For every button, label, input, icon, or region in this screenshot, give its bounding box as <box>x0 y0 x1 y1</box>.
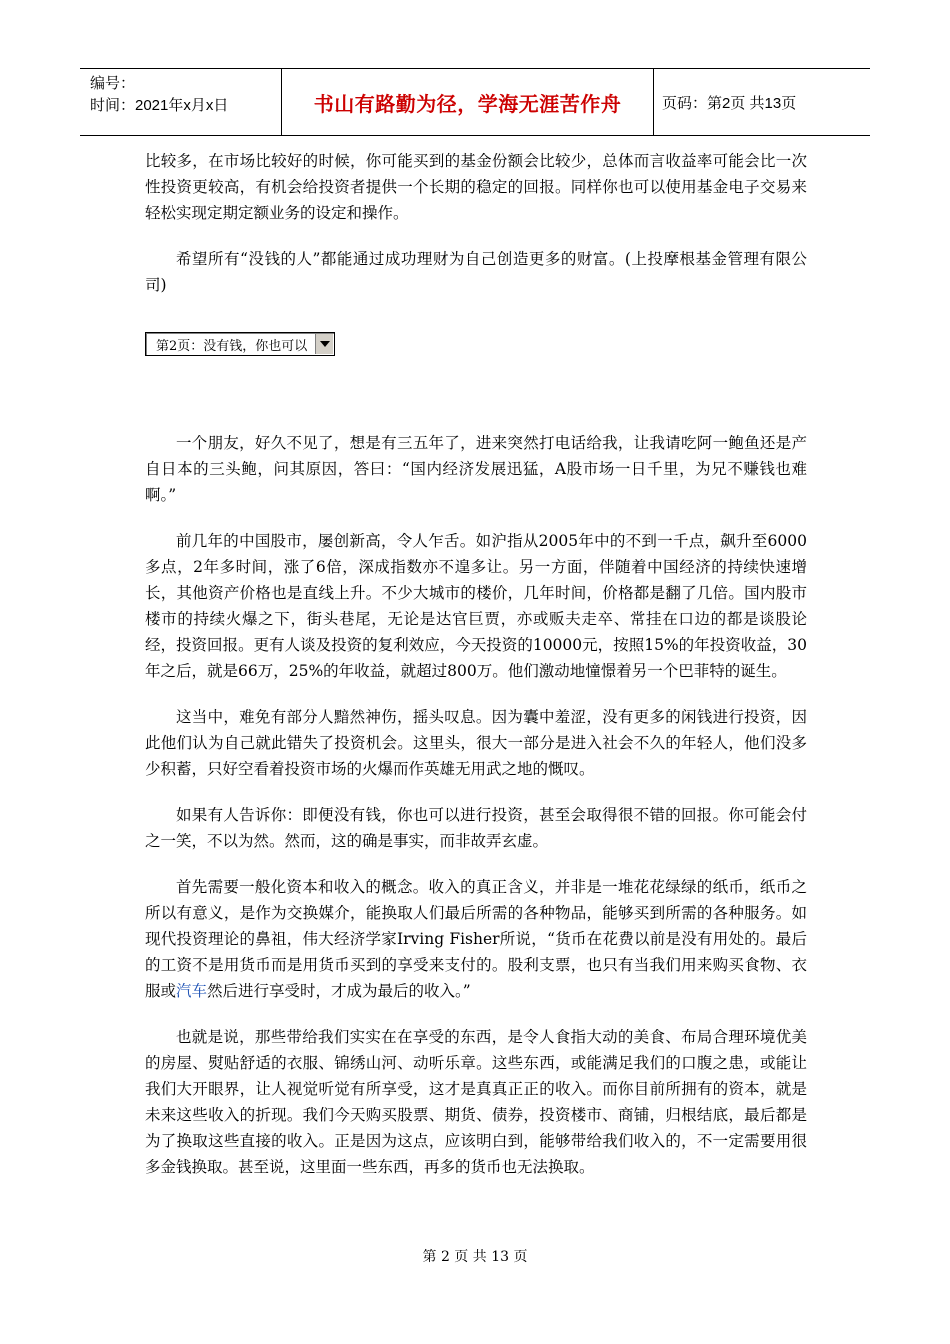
paragraph-continued: 比较多，在市场比较好的时候，你可能买到的基金份额会比较少，总体而言收益率可能会比一次性投资更较高，有机会给投资者提供一个长期的稳定的回报。同样你也可以使用基金电子交易来轻松实现定期定额业务的设定和操作。 <box>145 152 807 222</box>
paragraph-no-money: 如果有人告诉你：即便没有钱，你也可以进行投资，甚至会取得很不错的回报。你可能会付之一笑，不以为然。然而，这的确是事实，而非故弄玄虚。 <box>145 806 807 850</box>
car-link[interactable]: 汽车 <box>176 982 208 1000</box>
paragraph-real-income: 也就是说，那些带给我们实实在在享受的东西，是令人食指大动的美食、布局合理环境优美的房屋、熨贴舒适的衣服、锦绣山河、动听乐章。这些东西，或能满足我们的口腹之患，或能让我们大开眼界，让人视觉听觉有所享受，这才是真真正正的收入。而你目前所拥有的资本，就是未来这些收入的折现。我们今天购买股票、期货、债券，投资楼市、商铺，归根结底，最后都是为了换取这些直接的收入。正是因为这点，应该明白到，能够带给我们收入的，不一定需要用很多金钱换取。甚至说，这里面一些东西，再多的货币也无法换取。 <box>145 1028 807 1176</box>
dropdown-arrow-icon[interactable] <box>315 334 333 354</box>
page-select-dropdown[interactable] <box>145 332 335 356</box>
date-label: 时间：2021年x月x日 <box>90 97 229 114</box>
paragraph-friend: 一个朋友，好久不见了，想是有三五年了，进来突然打电话给我，让我请吃阿一鲍鱼还是产自日本的三头鲍，问其原因，答曰：“国内经济发展迅猛，A股市场一日千里，为兄不赚钱也难啊。” <box>145 434 807 504</box>
top-content <box>145 148 807 318</box>
paragraph-stock-market: 前几年的中国股市，屡创新高，令人乍舌。如沪指从2005年中的不到一千点，飙升至6000多点，2年多时间，涨了6倍，深成指数亦不遑多让。另一方面，伴随着中国经济的持续快速增长，其他资产价格也是直线上升。不少大城市的楼价，几年时间，价格都是翻了几倍。国内股市楼市的持续火爆之下，街头巷尾，无论是达官巨贾，亦或贩夫走卒、常挂在口边的都是谈股论经，投资回报。更有人谈及投资的复利效应，今天投资的10000元，按照15%的年投资收益，30年之后，就是66万，25%的年收益，就超过800万。他们激动地憧憬着另一个巴菲特的诞生。 <box>145 532 807 680</box>
header-info-cell <box>80 69 282 135</box>
paragraph-fisher <box>145 874 807 1004</box>
motto-text: 书山有路勤为径，学海无涯苦作舟 <box>313 91 622 116</box>
header-motto-cell <box>282 69 654 135</box>
page-footer: 第 2 页 共 13 页 <box>422 1249 528 1265</box>
paragraph-young-people: 这当中，难免有部分人黯然神伤，摇头叹息。因为囊中羞涩，没有更多的闲钱进行投资，因此他们认为自己就此错失了投资机会。这里头，很大一部分是进入社会不久的年轻人，他们没多少积蓄，只好空看着投资市场的火爆而作英雄无用武之地的慨叹。 <box>145 708 807 778</box>
page-number-label: 页码：第2页 共13页 <box>662 94 797 112</box>
fisher-text-after: 然后进行享受时，才成为最后的收入。” <box>207 982 471 1000</box>
number-label: 编号： <box>90 75 136 92</box>
page-select-value: 第2页：没有钱，你也可以 <box>156 338 308 354</box>
header-page-cell <box>654 69 870 135</box>
paragraph-wish: 希望所有“没钱的人”都能通过成功理财为自己创造更多的财富。(上投摩根基金管理有限公司) <box>145 250 807 294</box>
article-body <box>145 430 807 1200</box>
fisher-text-before: 首先需要一般化资本和收入的概念。收入的真正含义，并非是一堆花花绿绿的纸币，纸币之所以有意义，是作为交换媒介，能换取人们最后所需的各种物品，能够买到所需的各种服务。如现代投资理论的鼻祖，伟大经济学家Irving Fisher所说，“货币在花费以前是没有用处的。最后的工资不是用货币而是用货币买到的享受来支付的。股利支票，也只有当我们用来购买食物、衣服或 <box>145 878 807 1000</box>
chevron-down-icon <box>320 341 330 347</box>
header-table <box>80 68 870 136</box>
